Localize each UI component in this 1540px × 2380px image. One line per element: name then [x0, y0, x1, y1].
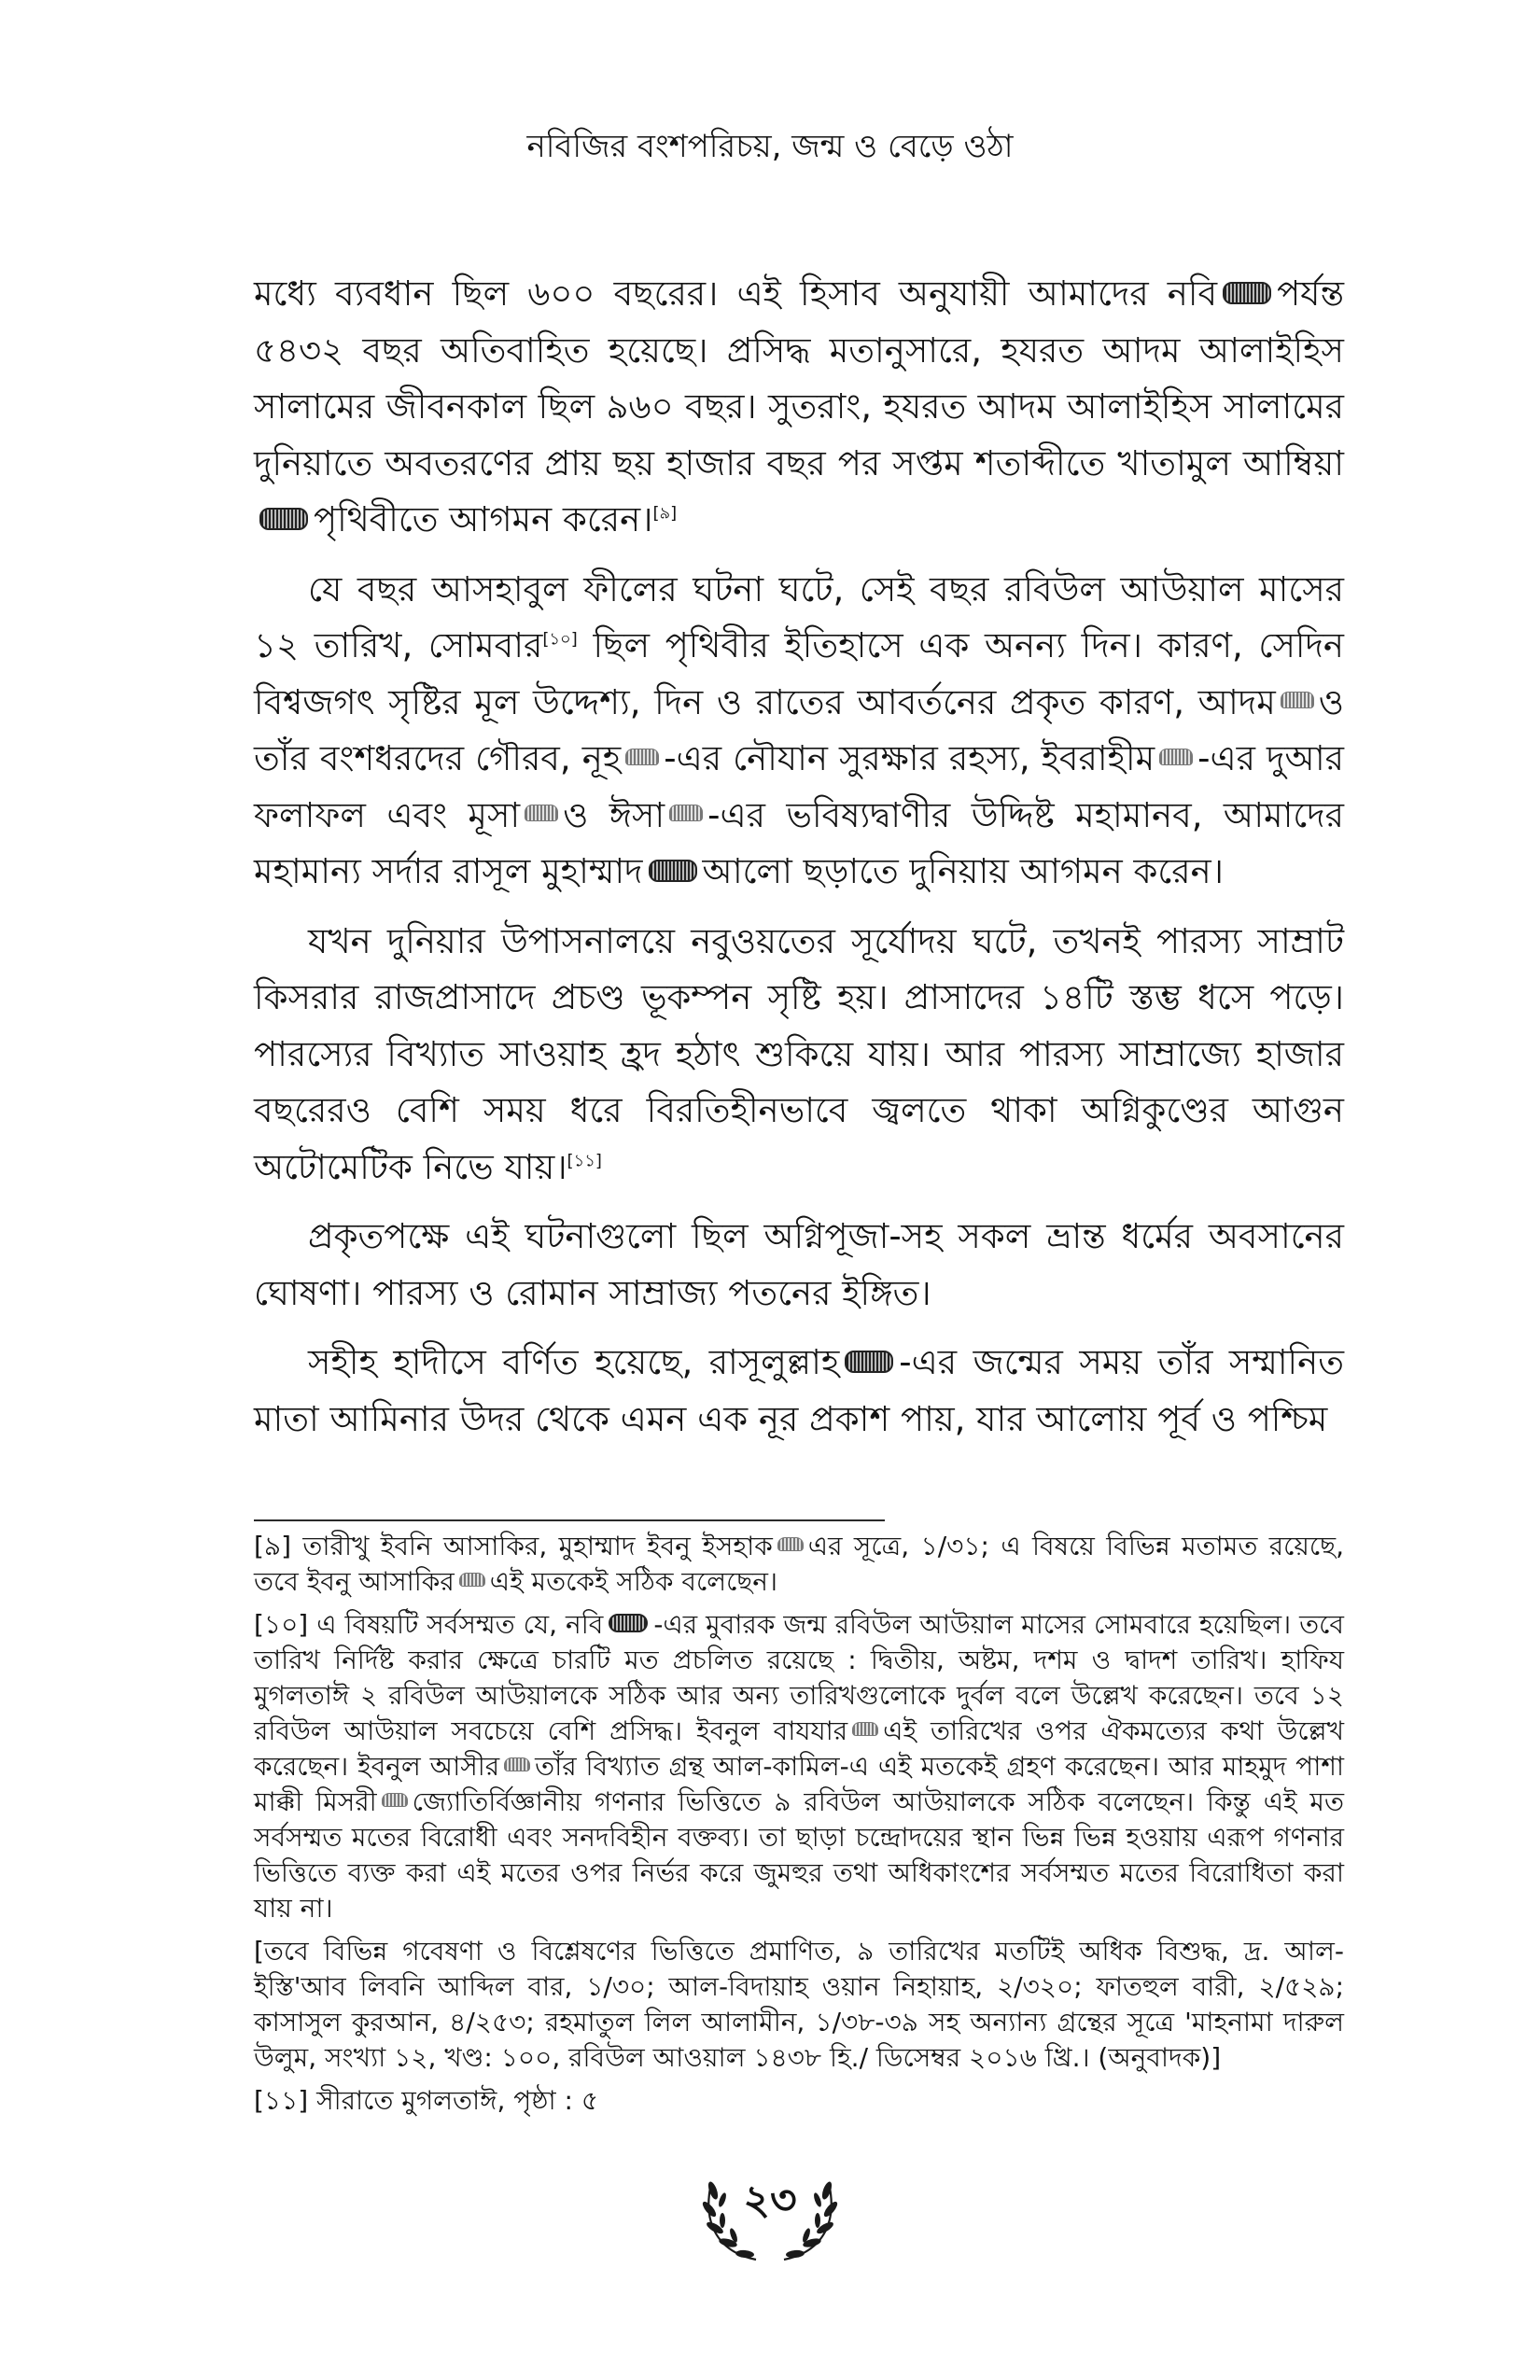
footnote-ref-9: [৯]	[652, 503, 678, 524]
sallallahu-alaihi-wasallam-icon	[609, 1614, 648, 1632]
rahimahullah-icon	[459, 1573, 485, 1587]
footnote-11: [১১] সীরাতে মুগলতাঈ, পৃষ্ঠা : ৫	[254, 2085, 599, 2116]
rahimahullah-icon	[382, 1793, 408, 1807]
page-number: ২৩	[743, 2177, 797, 2224]
paragraph-2: যে বছর আসহাবুল ফীলের ঘটনা ঘটে, সেই বছর রবিউল আউয়াল মাসের ১২ তারিখ, সোমবার[১০] ছিল পৃথিবীর ইতিহাসে এক অনন্য দিন। কারণ, সেদিন বিশ্বজগৎ সৃষ্টির মূল উদ্দেশ্য, দিন ও রাতের আবর্তনের প্রকৃত কারণ, আদম ও তাঁর বংশধরদের গৌরব, নূহ -এর নৌযান সুরক্ষার রহস্য, ইবরাহীম -এর দুআর ফলাফল এবং মূসা ও ঈসা -এর ভবিষ্যদ্বাণীর উদ্দিষ্ট মহামানব, আমাদের মহামান্য সর্দার রাসূল মুহাম্মাদ আলো ছড়াতে দুনিয়ায় আগমন করেন।	[254, 568, 1344, 891]
sallallahu-alaihi-wasallam-icon	[649, 860, 697, 882]
sallallahu-alaihi-wasallam-icon	[845, 1351, 893, 1373]
alaihis-salam-icon	[1281, 692, 1314, 708]
alaihis-salam-icon	[625, 749, 659, 765]
running-head-title: নবিজির বংশপরিচয়, জন্ম ও বেড়ে ওঠা	[526, 128, 1014, 165]
rahimahullah-icon	[852, 1722, 878, 1736]
paragraph-1: মধ্যে ব্যবধান ছিল ৬০০ বছরের। এই হিসাব অনুযায়ী আমাদের নবি পর্যন্ত ৫৪৩২ বছর অতিবাহিত হয়েছে। প্রসিদ্ধ মতানুসারে, হযরত আদম আলাইহিস সালামের জীবনকাল ছিল ৯৬০ বছর। সুতরাং, হযরত আদম আলাইহিস সালামের দুনিয়াতে অবতরণের প্রায় ছয় হাজার বছর পর সপ্তম শতাব্দীতে খাতামুল আম্বিয়াপৃথিবীতে আগমন করেন।[৯]	[254, 273, 1344, 539]
footnote-ref-10: [১০]	[542, 629, 578, 650]
main-text	[254, 266, 1344, 1461]
paragraph-4: প্রকৃতপক্ষে এই ঘটনাগুলো ছিল অগ্নিপূজা-সহ সকল ভ্রান্ত ধর্মের অবসানের ঘোষণা। পারস্য ও রোমান সাম্রাজ্য পতনের ইঙ্গিত।	[254, 1216, 1344, 1313]
paragraph-5: সহীহ হাদীসে বর্ণিত হয়েছে, রাসূলুল্লাহ -এর জন্মের সময় তাঁর সম্মানিত মাতা আমিনার উদর থেকে এমন এক নূর প্রকাশ পায়, যার আলোয় পূর্ব ও পশ্চিম	[254, 1342, 1344, 1439]
footnotes	[254, 1529, 1344, 2126]
page-number-badge	[691, 2142, 849, 2273]
alaihis-salam-icon	[1159, 749, 1193, 765]
footnote-10: [১০] এ বিষয়টি সর্বসম্মত যে, নবি -এর মুবারক জন্ম রবিউল আউয়াল মাসের সোমবারে হয়েছিল। তবে তারিখ নির্দিষ্ট করার ক্ষেত্রে চারটি মত প্রচলিত রয়েছে : দ্বিতীয়, অষ্টম, দশম ও দ্বাদশ তারিখ। হাফিয মুগলতাঈ ২ রবিউল আউয়ালকে সঠিক আর অন্য তারিখগুলোকে দুর্বল বলে উল্লেখ করেছেন। তবে ১২ রবিউল আউয়াল সবচেয়ে বেশি প্রসিদ্ধ। ইবনুল বাযযার এই তারিখের ওপর ঐকমত্যের কথা উল্লেখ করেছেন। ইবনুল আসীর তাঁর বিখ্যাত গ্রন্থ আল-কামিল-এ এই মতকেই গ্রহণ করেছেন। আর মাহমুদ পাশা মাক্কী মিসরী জ্যোতির্বিজ্ঞানীয় গণনার ভিত্তিতে ৯ রবিউল আউয়ালকে সঠিক বলেছেন। কিন্তু এই মত সর্বসম্মত মতের বিরোধী এবং সনদবিহীন বক্তব্য। তা ছাড়া চন্দ্রোদয়ের স্থান ভিন্ন ভিন্ন হওয়ায় এরূপ গণনার ভিত্তিতে ব্যক্ত করা এই মতের ওপর নির্ভর করে জুমহুর তথা অধিকাংশের সর্বসম্মত মতের বিরোধিতা করা যায় না।	[254, 1609, 1344, 1924]
rahimahullah-icon	[504, 1757, 530, 1771]
alaihis-salam-icon	[525, 805, 558, 821]
translator-note: [তবে বিভিন্ন গবেষণা ও বিশ্লেষণের ভিত্তিতে প্রমাণিত, ৯ তারিখের মতটিই অধিক বিশুদ্ধ, দ্র. আল-ইস্তি'আব লিবনি আব্দিল বার, ১/৩০; আল-বিদায়াহ ওয়ান নিহায়াহ, ২/৩২০; ফাতহুল বারী, ২/৫২৯; কাসাসুল কুরআন, ৪/২৫৩; রহমাতুল লিল আলামীন, ১/৩৮-৩৯ সহ অন্যান্য গ্রন্থের সূত্রে 'মাহনামা দারুল উলুম, সংখ্যা ১২, খণ্ড: ১০০, রবিউল আওয়াল ১৪৩৮ হি./ ডিসেম্বর ২০১৬ খ্রি.। (অনুবাদক)]	[254, 1936, 1344, 2073]
sallallahu-alaihi-wasallam-icon	[1223, 282, 1271, 304]
footnote-separator	[254, 1519, 885, 1521]
footnote-ref-11: [১১]	[567, 1151, 602, 1171]
sallallahu-alaihi-wasallam-icon	[259, 508, 308, 530]
paragraph-3: যখন দুনিয়ার উপাসনালয়ে নবুওয়তের সূর্যোদয় ঘটে, তখনই পারস্য সাম্রাট কিসরার রাজপ্রাসাদে প্রচণ্ড ভূকম্পন সৃষ্টি হয়। প্রাসাদের ১৪টি স্তম্ভ ধসে পড়ে। পারস্যের বিখ্যাত সাওয়াহ হ্রদ হঠাৎ শুকিয়ে যায়। আর পারস্য সাম্রাজ্যে হাজার বছরেরও বেশি সময় ধরে বিরতিহীনভাবে জ্বলতে থাকা অগ্নিকুণ্ডের আগুন অটোমেটিক নিভে যায়।[১১]	[254, 920, 1344, 1187]
footnote-9: [৯] তারীখু ইবনি আসাকির, মুহাম্মাদ ইবনু ইসহাক এর সূত্রে, ১/৩১; এ বিষয়ে বিভিন্ন মতামত রয়েছে, তবে ইবনু আসাকির এই মতকেই সঠিক বলেছেন।	[254, 1531, 1344, 1597]
rahimahullah-icon	[777, 1537, 804, 1551]
alaihis-salam-icon	[669, 805, 703, 821]
